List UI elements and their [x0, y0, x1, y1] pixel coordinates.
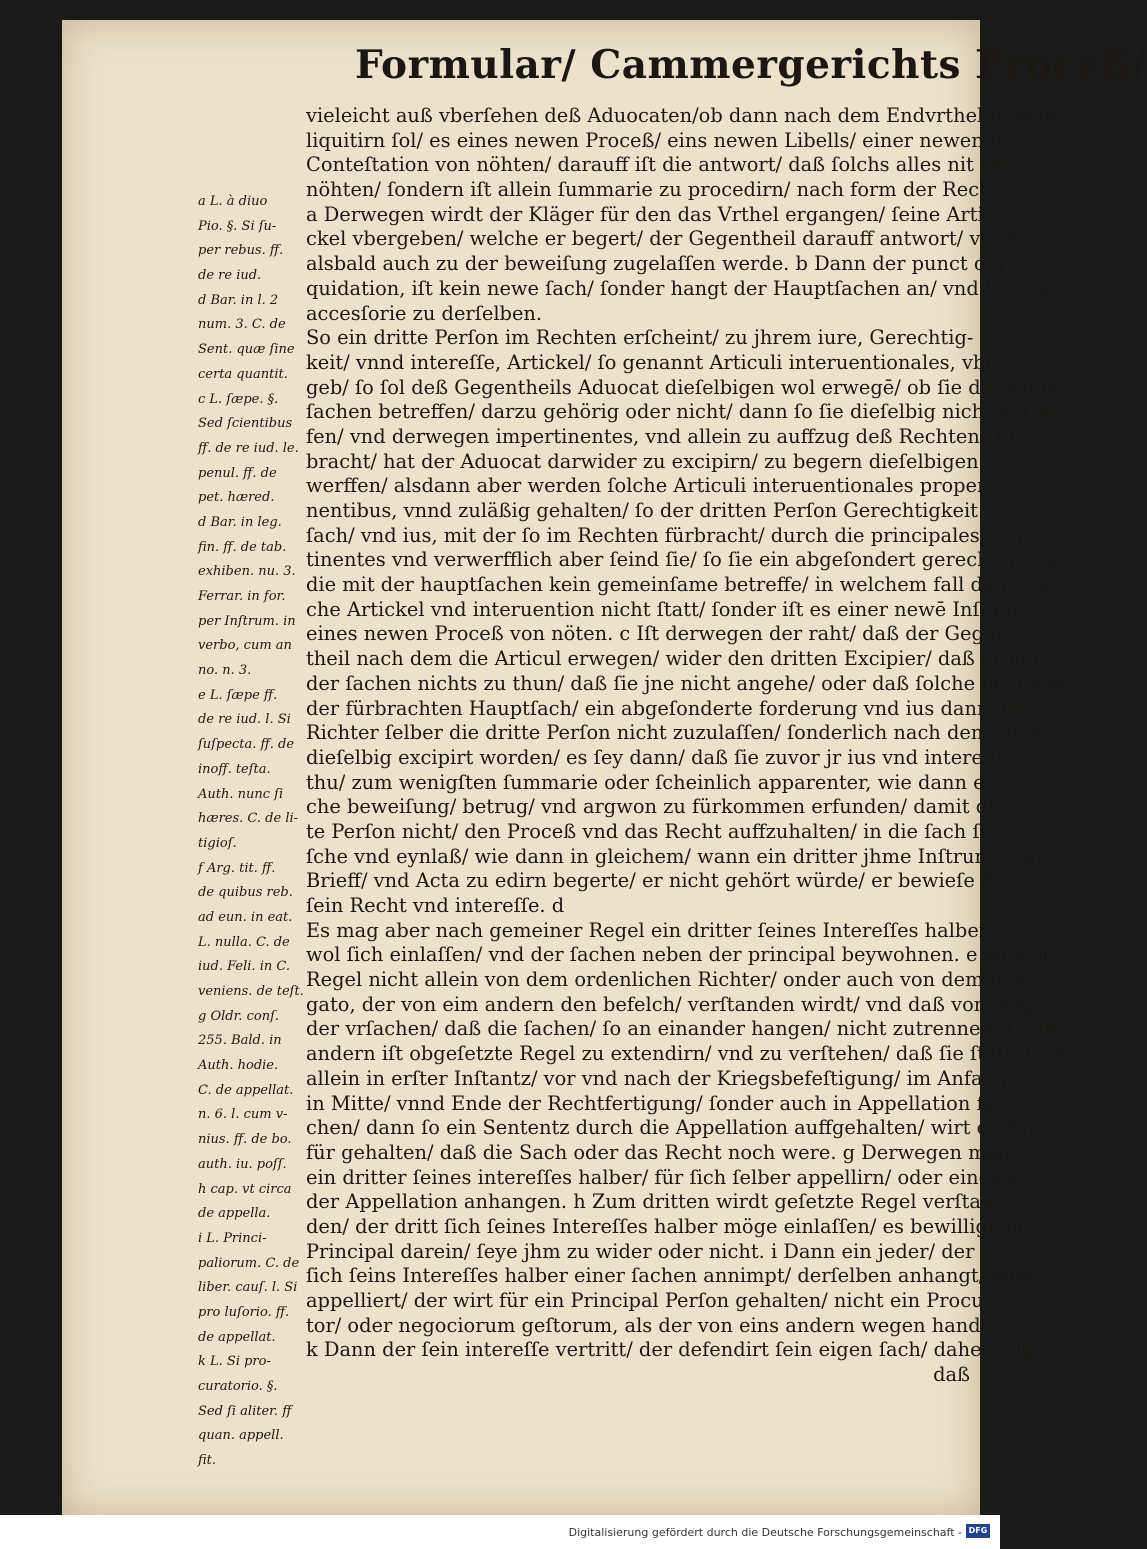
margin-note-line: paliorum. C. de [198, 1255, 300, 1271]
margin-note-line: Auth. hodie. [198, 1058, 279, 1074]
margin-note-line: nius. ff. de bo. [198, 1132, 292, 1148]
margin-note-line: ad eun. in eat. [198, 909, 293, 925]
main-text-block [306, 104, 1075, 1388]
margin-note-line: 255. Bald. in [198, 1033, 282, 1049]
margin-note-line: inoff. teſta. [198, 761, 271, 777]
margin-note-line: de re iud. [198, 268, 262, 284]
margin-note-line: Pio. §. Si ſu- [198, 218, 277, 234]
text-line: vieleicht auß vberſehen deß Aduocaten/ob dann nach dem Endvrthel ſo man [306, 104, 1057, 127]
margin-note-line: pet. hæred. [198, 490, 275, 506]
margin-note-line: f Arg. tit. ff. [198, 860, 276, 876]
margin-note-line: Sed ſi aliter. ff [198, 1403, 292, 1419]
margin-note-line: Sent. quæ ſine [198, 342, 295, 358]
text-line: der vrſachen/ daß die ſachen/ ſo an einander hangen/ nicht zutrennen. f Zum [306, 1017, 1063, 1041]
text-line: der Appellation anhangen. h Zum dritten wirdt geſetzte Regel verſtan- [306, 1190, 1000, 1214]
page-header-title: Formular/ Cammergerichts Proceß/ [355, 42, 1147, 88]
margin-note-line: Auth. nunc ſi [198, 786, 284, 802]
margin-note-line: i L. Princi- [198, 1230, 267, 1246]
margin-note-line: h cap. vt circa [198, 1181, 292, 1197]
text-line: thu/ zum wenigſten ſummarie oder ſcheinlich apparenter, wie dann ein ſol- [306, 770, 1042, 794]
text-line: wol ſich einlaſſen/ vnd der ſachen neben der principal beywohnen. e Welche [306, 943, 1055, 967]
text-line: bracht/ hat der Aduocat darwider zu excipirn/ zu begern dieſelbigen zu ver- [306, 449, 1052, 473]
margin-note-line: per Inſtrum. in [198, 613, 296, 629]
text-line: te Perſon nicht/ den Proceß vnd das Recht auffzuhalten/ in die ſach ſich mi- [306, 819, 1047, 843]
margin-note-line: ff. de re iud. le. [198, 440, 299, 456]
margin-note-line: quan. appell. [198, 1428, 284, 1444]
text-line: accesſorie zu derſelben. [306, 301, 543, 325]
text-line: Richter ſelber die dritte Perſon nicht zuzulaſſen/ ſonderlich nach dem wider [306, 721, 1052, 745]
text-line: ein dritter ſeines intereſſes halber/ für ſich ſelber appellirn/ oder eines an- [306, 1165, 1037, 1189]
margin-note-line: tigioſ. [198, 835, 237, 851]
text-line: gato, der von eim andern den befelch/ verſtanden wirdt/ vnd daß von wegen [306, 992, 1057, 1016]
margin-note-line: Sed ſcientibus [198, 416, 293, 432]
text-line: tor/ oder negociorum geſtorum, als der von eins andern wegen handelte. [306, 1313, 1024, 1337]
margin-note-line: hæres. C. de li- [198, 811, 299, 827]
margin-note-line: exhiben. nu. 3. [198, 564, 296, 580]
text-line: ckel vbergeben/ welche er begert/ der Gegentheil darauff antwort/ vnnd er [306, 227, 1045, 251]
margin-note-line: c L. ſæpe. §. [198, 391, 279, 407]
text-line: für gehalten/ daß die Sach oder das Recht noch were. g Derwegen mag [306, 1140, 1011, 1164]
text-line: der ſachen nichts zu thun/ daß ſie jne nicht angehe/ oder daß ſolche ſach von [306, 671, 1065, 695]
margin-note-line: g Oldr. conſ. [198, 1008, 280, 1024]
text-line: geb/ ſo ſol deß Gegentheils Aduocat dieſelbigen wol erwegē/ ob ſie die haupt [306, 375, 1062, 399]
text-line: Regel nicht allein von dem ordenlichen Richter/ onder auch von dem dele- [306, 968, 1038, 992]
text-line: che Artickel vnd interuention nicht ſtatt/ ſonder iſt es einer newē Inſtantz/ [306, 597, 1037, 621]
margin-note-line: veniens. de teſt. [198, 984, 304, 999]
text-line: alsbald auch zu der beweiſung zugelaſſen werde. b Dann der punct der li- [306, 252, 1033, 276]
text-line: dieſelbig excipirt worden/ es ſey dann/ daß ſie zuvor jr ius vnd intereſſe dar- [306, 745, 1055, 769]
margin-note-line: fit. [198, 1453, 217, 1469]
margin-note-line: d Bar. in leg. [198, 514, 282, 530]
text-line: ſich ſeins Intereſſes halber einer ſachen annimpt/ derſelben anhangt/ oder [306, 1264, 1037, 1288]
margin-note-line: auth. iu. poſſ. [198, 1156, 287, 1172]
text-line: Es mag aber nach gemeiner Regel ein dritter ſeines Intereſſes halber [306, 918, 989, 942]
margin-note-line: de re iud. l. Si [198, 712, 291, 728]
text-line: die mit der hauptſachen kein gemeinſame betreffe/ in welchem fall dann ſol- [306, 573, 1058, 597]
margin-note-line: iud. Feli. in C. [198, 959, 290, 975]
text-line: allein in erſter Inſtantz/ vor vnd nach der Kriegsbefeſtigung/ im Anfang/ [306, 1066, 1015, 1090]
text-line: quidation, iſt kein newe ſach/ ſonder hangt der Hauptſachen an/ vnd kompe [306, 276, 1051, 300]
text-line: eines newen Proceß von nöten. c Iſt derwegen der raht/ daß der Gegen- [306, 622, 1015, 646]
margin-note-line: per rebus. ff. [198, 243, 284, 259]
text-line: Conteſtation von nöhten/ darauff iſt die antwort/ daß ſolchs alles nit von [306, 153, 1016, 177]
text-line: So ein dritte Perſon im Rechten erſcheint/ zu jhrem iure, Gerechtig- [306, 326, 974, 350]
margin-note-line: certa quantit. [198, 366, 288, 382]
margin-note-line: n. 6. l. cum v- [198, 1107, 288, 1123]
margin-note-line: de quibus reb. [198, 885, 293, 901]
margin-note-line: num. 3. C. de [198, 317, 286, 333]
text-line: nöhten/ ſondern iſt allein ſummarie zu procedirn/ nach form der Rechten. [306, 178, 1030, 202]
text-line: Brieff/ vnd Acta zu edirn begerte/ er nicht gehört würde/ er bewieſe dann [306, 869, 1030, 893]
margin-note-line: no. n. 3. [198, 663, 252, 679]
text-line: che beweiſung/ betrug/ vnd argwon zu fürkommen erfunden/ damit die drit- [306, 795, 1055, 819]
margin-note-line: L. nulla. C. de [198, 934, 290, 950]
text-line: in Mitte/ vnnd Ende der Rechtfertigung/ ſonder auch in Appellation ſa- [306, 1091, 1002, 1115]
margin-note-line: Ferrar. in for. [198, 589, 286, 604]
text-line: liquitirn ſol/ es eines newen Proceß/ eins newen Libells/ einer newen litis [306, 128, 1027, 152]
margin-note-line: pro luſorio. ff. [198, 1304, 290, 1320]
margin-note-line: liber. cauſ. l. Si [198, 1280, 298, 1296]
text-line: ſach/ vnd ius, mit der ſo im Rechten fürbracht/ durch die principales, imper [306, 523, 1050, 547]
text-line: der fürbrachten Hauptſach/ ein abgeſonderte forderung vnd ius dann der [306, 696, 1029, 720]
text-line: andern iſt obgeſetzte Regel zu extendirn/ vnd zu verſtehen/ daß ſie ſtatt/ nicht [306, 1042, 1075, 1066]
margin-note-line: penul. ff. de [198, 465, 277, 481]
margin-note-line: de appella. [198, 1206, 271, 1222]
text-line: k Dann der ſein intereſſe vertritt/ der defendirt ſein eigen ſach/ daher folgt [306, 1338, 1043, 1362]
margin-note-line: verbo, cum an [198, 638, 292, 654]
text-line: Principal darein/ ſeye jhm zu wider oder nicht. i Dann ein jeder/ der [306, 1239, 975, 1263]
margin-note-line: C. de appellat. [198, 1082, 294, 1098]
margin-note-line: d Bar. in l. 2 [198, 292, 279, 308]
text-line: ſachen betreffen/ darzu gehörig oder nicht/ dann ſo ſie dieſelbig nicht antref- [306, 400, 1064, 424]
text-line: appelliert/ der wirt für ein Principal Perſon gehalten/ nicht ein Procura- [306, 1289, 1011, 1312]
margin-note-line: curatorio. §. [198, 1379, 278, 1394]
margin-notes [198, 190, 310, 1474]
text-line: den/ der dritt ſich ſeines Intereſſes halber möge einlaſſen/ es bewillige der [306, 1214, 1039, 1238]
text-line: ſein Recht vnd intereſſe. d [306, 894, 565, 917]
text-line: nentibus, vnnd zuläßig gehalten/ ſo der dritten Perſon Gerechtigkeit ein [306, 499, 1015, 522]
text-line: tinentes vnd verwerfflich aber ſeind ſie/ ſo ſie ein abgeſondert gerechtigkeit/ [306, 548, 1060, 572]
margin-note-line: a L. à diuo [198, 194, 268, 209]
margin-note-line: ſuſpecta. ff. de [198, 737, 295, 753]
text-line: a Derwegen wirdt der Kläger für den das Vrthel ergangen/ ſeine Arti- [306, 202, 991, 226]
margin-note-line: fin. ff. de tab. [198, 539, 287, 555]
text-line: chen/ dann ſo ein Sententz durch die Appellation auffgehalten/ wirt es dar- [306, 1116, 1044, 1140]
text-line: ſche vnd eynlaß/ wie dann in gleichem/ wann ein dritter jhme Inſtrumenta, [306, 844, 1043, 868]
text-line: fen/ vnd derwegen impertinentes, vnd allein zu auffzug deß Rechtens für- [306, 424, 1032, 448]
text-line: werffen/ alsdann aber werden ſolche Articuli interuentionales properti- [306, 474, 1007, 498]
margin-note-line: e L. ſæpe ff. [198, 687, 278, 703]
text-line: daß [933, 1363, 970, 1387]
text-line: theil nach dem die Articul erwegen/ wider den dritten Excipier/ daß er mit [306, 647, 1041, 671]
margin-note-line: k L. Si pro- [198, 1354, 271, 1370]
margin-note-line: de appellat. [198, 1329, 276, 1345]
text-line: keit/ vnnd intereſſe, Artickel/ ſo genannt Articuli interuentionales, vber- [306, 350, 1013, 374]
dfg-logo-icon: DFG [966, 1524, 990, 1538]
digitization-credit: Digitalisierung gefördert durch die Deutsche Forschungsgemeinschaft - [568, 1526, 962, 1539]
